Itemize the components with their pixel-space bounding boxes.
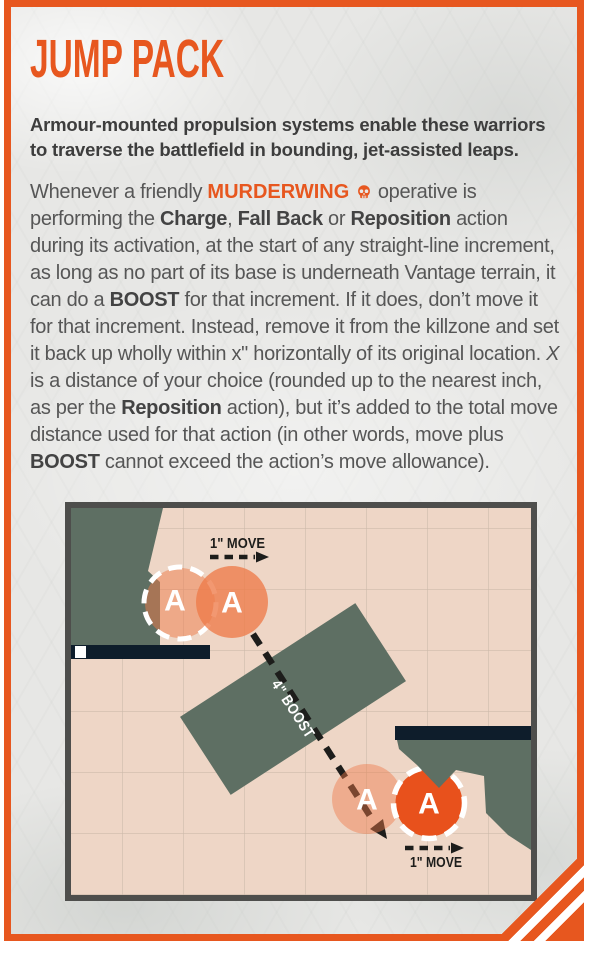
hazard-stripe-corner: [500, 857, 584, 941]
wall-top-left-door: [75, 646, 86, 658]
wall-top-left: [71, 645, 210, 659]
wall-bottom-right: [395, 726, 531, 740]
marker-after-move: A: [221, 586, 243, 620]
boost-example-diagram: [65, 502, 537, 901]
flavour-text: Armour-mounted propulsion systems enable these warriors to traverse the battlefield in bounding, jet-assisted leaps.: [30, 114, 546, 160]
card-content: [11, 7, 577, 901]
marker-after-boost: A: [356, 783, 378, 817]
boost-label: 4" BOOST: [267, 676, 324, 751]
marker-final: A: [418, 787, 440, 821]
rule-body-text: Whenever a friendly MURDERWING operative is performing the Charge, Fall Back or Reposition action during its activation, at the start of any straight-line increment, as long as no part of its base is underneath Vantage terrain, it can do a BOOST for that increment. If it does, don’t move it for that increment. Instead, remove it from the killzone and set it back up wholly within x" horizontally of its original location. X is a distance of your choice (rounded up to the nearest inch, as per the Reposition action), but it’s added to the total move distance used for that action (in other words, move plus BOOST cannot exceed the action’s move allowance).: [30, 181, 560, 473]
card-title: JUMP PACK: [30, 29, 225, 89]
move-label-top: 1" MOVE: [210, 535, 265, 552]
move-label-bottom: 1" MOVE: [410, 854, 462, 871]
marker-origin: A: [164, 584, 186, 618]
skull-icon: [356, 185, 372, 199]
jump-pack-rule-card: [4, 0, 584, 941]
